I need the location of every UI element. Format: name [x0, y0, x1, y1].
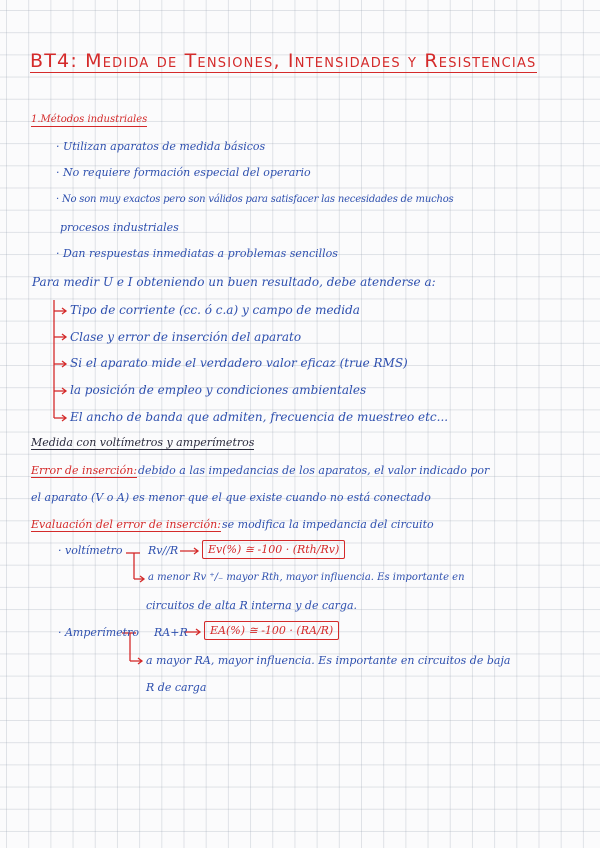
- bullet-item: · No requiere formación especial del operario: [56, 166, 311, 179]
- error-insercion-label: Error de inserción:: [31, 464, 138, 477]
- amperimetro-note-cont: R de carga: [146, 681, 207, 694]
- factor-item: Si el aparato mide el verdadero valor eficaz (true RMS): [70, 356, 408, 370]
- evaluacion-label: Evaluación del error de inserción:: [31, 518, 221, 531]
- section-heading-industrial-methods: 1.Métodos industriales: [31, 114, 148, 125]
- bullet-item: · Utilizan aparatos de medida básicos: [56, 140, 266, 153]
- voltimetro-relation: Rv//R: [148, 544, 179, 557]
- section-heading-voltmeters-ammeters: Medida con voltímetros y amperímetros: [31, 436, 255, 449]
- bullet-item-continuation: procesos industriales: [60, 221, 179, 234]
- error-insercion-text: debido a las impedancias de los aparatos, el valor indicado por: [138, 464, 490, 477]
- amperimetro-label: · Amperímetro: [58, 626, 139, 639]
- voltimetro-formula: Ev(%) ≅ -100 · (Rth/Rv): [202, 540, 345, 559]
- amperimetro-relation: RA+R: [154, 626, 188, 639]
- voltimetro-note: a menor Rv ⁺/₋ mayor Rth, mayor influencia. Es importante en: [148, 572, 465, 583]
- factor-item: El ancho de banda que admiten, frecuencia de muestreo etc...: [70, 410, 449, 424]
- amperimetro-formula: EA(%) ≅ -100 · (RA/R): [204, 621, 339, 640]
- bullet-item: · No son muy exactos pero son válidos para satisfacer las necesidades de muchos: [56, 194, 454, 205]
- intro-para-medir: Para medir U e I obteniendo un buen resultado, debe atenderse a:: [32, 275, 436, 289]
- evaluacion-text: se modifica la impedancia del circuito: [222, 518, 434, 531]
- factor-item: la posición de empleo y condiciones ambientales: [70, 383, 367, 397]
- page-title: BT4: Medida de Tensiones, Intensidades y Resistencias: [30, 50, 537, 72]
- bullet-item: · Dan respuestas inmediatas a problemas sencillos: [56, 247, 338, 260]
- factor-item: Tipo de corriente (cc. ó c.a) y campo de medida: [70, 303, 360, 317]
- voltimetro-note-cont: circuitos de alta R interna y de carga.: [146, 599, 358, 612]
- error-insercion-text-cont: el aparato (V o A) es menor que el que existe cuando no está conectado: [31, 491, 431, 504]
- factor-item: Clase y error de inserción del aparato: [70, 330, 302, 344]
- amperimetro-note: a mayor RA, mayor influencia. Es importante en circuitos de baja: [146, 654, 511, 667]
- voltimetro-label: · voltímetro: [58, 544, 123, 557]
